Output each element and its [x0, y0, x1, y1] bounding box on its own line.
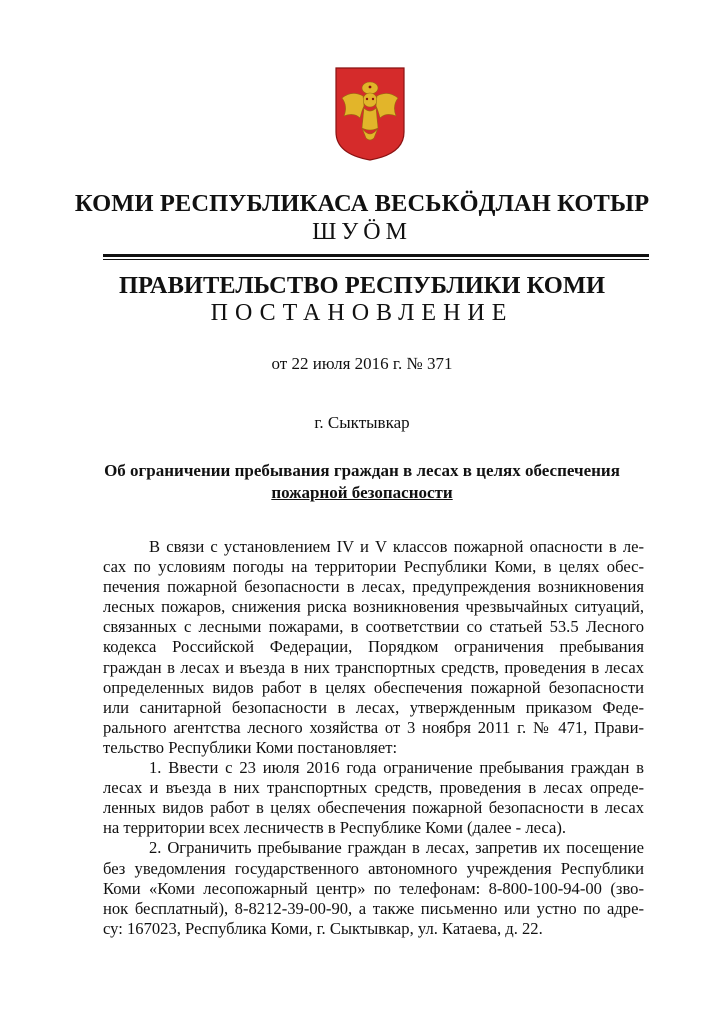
body-line: связанных с лесными пожарами, в соответствии со статьей 53.5 Лесного: [103, 617, 644, 637]
komi-government-title: КОМИ РЕСПУБЛИКАСА ВЕСЬКӦДЛАН КОТЫР: [74, 190, 650, 217]
body-line: 1. Ввести с 23 июля 2016 года ограничение пребывания граждан в: [149, 758, 644, 778]
body-line: граждан в лесах и въезда в них транспортных средств, проведения в лесах: [103, 657, 644, 677]
decree-date: от 22 июля 2016 г. № 371: [271, 354, 453, 373]
komi-decree-label: ШУӦМ: [312, 219, 412, 245]
header-divider-thin: [103, 259, 649, 260]
body-line: на территории всех лесничеств в Республике Коми (далее - леса).: [103, 818, 567, 838]
body-line: 2. Ограничить пребывание граждан в лесах, запретив их посещение: [149, 838, 644, 858]
header-divider-thick: [103, 254, 649, 257]
subject-line-1: Об ограничении пребывания граждан в лесах в целях обеспечения: [104, 461, 620, 480]
decree-label: ПОСТАНОВЛЕНИЕ: [210, 300, 514, 326]
body-line: рального агентства лесного хозяйства от 3 ноября 2011 г. № 471, Прави-: [103, 717, 644, 737]
body-line: кодекса Российской Федерации, Порядком ограничения пребывания: [103, 637, 644, 657]
body-line: Коми «Коми лесопожарный центр» по телефонам: 8-800-100-94-00 (зво-: [103, 878, 644, 898]
coat-of-arms-emblem: [334, 66, 406, 162]
decree-city: г. Сыктывкар: [314, 413, 410, 432]
body-line: печения пожарной безопасности в лесах, предупреждения возникновения: [103, 577, 644, 597]
body-line: определенных видов работ в целях обеспечения пожарной безопасности: [103, 677, 644, 697]
body-line: ленных видов работ в целях обеспечения пожарной безопасности в лесах: [103, 798, 644, 818]
body-line: нок бесплатный), 8-8212-39-00-90, а также письменно или устно по адре-: [103, 898, 644, 918]
body-line: сах по условиям погоды на территории Республики Коми, в целях обес-: [103, 557, 644, 577]
government-title: ПРАВИТЕЛЬСТВО РЕСПУБЛИКИ КОМИ: [118, 272, 606, 299]
body-line: В связи с установлением IV и V классов пожарной опасности в ле-: [149, 537, 644, 556]
decree-subject: [0, 460, 724, 504]
body-line: су: 167023, Республика Коми, г. Сыктывкар, ул. Катаева, д. 22.: [103, 918, 543, 938]
body-line: без уведомления государственного автономного учреждения Республики: [103, 858, 644, 878]
body-line: тельство Республики Коми постановляет:: [103, 737, 398, 757]
decree-body: [103, 537, 644, 939]
body-line: или санитарной безопасности в лесах, утвержденным приказом Феде-: [103, 697, 644, 717]
body-line: лесах и въезда в них транспортных средств, проведения в лесах опреде-: [103, 778, 644, 798]
subject-line-2: пожарной безопасности: [271, 483, 453, 502]
body-line: лесных пожаров, снижения риска возникновения чрезвычайных ситуаций,: [103, 597, 644, 617]
